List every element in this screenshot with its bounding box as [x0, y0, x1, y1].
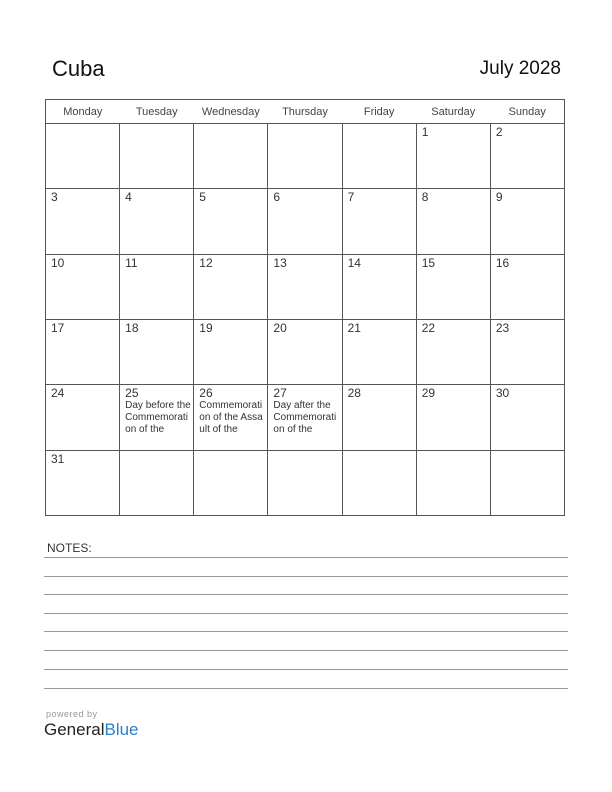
- day-cell-content: [496, 257, 564, 316]
- day-cell-content: [51, 453, 119, 512]
- week-row: [46, 254, 565, 319]
- day-number: 19: [199, 321, 213, 335]
- week-row: [46, 189, 565, 254]
- day-cell-content: [125, 453, 193, 512]
- day-cell-content: [125, 191, 193, 250]
- day-number: 12: [199, 256, 213, 270]
- day-cell[interactable]: [194, 124, 268, 189]
- day-cell-content: [348, 257, 416, 316]
- day-cell-content: [125, 126, 193, 185]
- day-cell[interactable]: [120, 124, 194, 189]
- notes-line: [44, 557, 568, 558]
- day-number: 16: [495, 256, 510, 270]
- day-number: 25: [125, 387, 139, 401]
- day-cell-content: [422, 453, 490, 512]
- day-cell-content: [273, 453, 341, 512]
- day-cell-content: [348, 126, 416, 185]
- day-cell[interactable]: [194, 319, 268, 384]
- day-number: 29: [421, 387, 436, 401]
- notes-line: [44, 650, 568, 651]
- day-cell[interactable]: [46, 319, 120, 384]
- day-number: 14: [347, 256, 361, 270]
- day-cell-content: [422, 191, 490, 250]
- notes-line: [44, 594, 568, 595]
- day-cell[interactable]: [120, 450, 194, 515]
- day-cell[interactable]: [120, 254, 194, 319]
- day-number: 28: [347, 387, 361, 401]
- day-cell[interactable]: [342, 385, 416, 450]
- day-number: 31: [51, 452, 65, 466]
- weekday-thursday: Thursday: [268, 100, 342, 124]
- day-cell[interactable]: [416, 124, 490, 189]
- week-row: [46, 124, 565, 189]
- day-cell-content: [199, 453, 267, 512]
- day-cell-content: [51, 387, 119, 446]
- day-cell-content: [51, 191, 119, 250]
- holiday-label: Commemoration of the Assault of the: [199, 400, 263, 436]
- day-number: 3: [51, 191, 58, 205]
- day-cell-content: [496, 191, 564, 250]
- day-cell[interactable]: [120, 385, 194, 450]
- day-cell[interactable]: [268, 450, 342, 515]
- day-cell[interactable]: [194, 450, 268, 515]
- week-row: [46, 385, 565, 450]
- day-cell[interactable]: [46, 254, 120, 319]
- day-cell[interactable]: [268, 254, 342, 319]
- day-cell-content: [199, 387, 267, 446]
- day-cell[interactable]: [46, 124, 120, 189]
- day-number: 5: [199, 191, 206, 205]
- day-cell[interactable]: [416, 450, 490, 515]
- day-cell[interactable]: [342, 254, 416, 319]
- day-cell-content: [51, 257, 119, 316]
- day-cell-content: [273, 191, 341, 250]
- weekday-sunday: Sunday: [490, 100, 564, 124]
- day-cell-content: [348, 453, 416, 512]
- day-cell[interactable]: [46, 450, 120, 515]
- notes-line: [44, 576, 568, 577]
- day-cell[interactable]: [342, 189, 416, 254]
- day-cell[interactable]: [268, 385, 342, 450]
- day-number: 18: [125, 321, 139, 335]
- day-cell[interactable]: [268, 124, 342, 189]
- day-cell[interactable]: [342, 450, 416, 515]
- day-cell[interactable]: [194, 385, 268, 450]
- day-number: 15: [421, 256, 436, 270]
- day-cell-content: [348, 191, 416, 250]
- day-cell[interactable]: [342, 124, 416, 189]
- day-cell[interactable]: [120, 189, 194, 254]
- day-cell[interactable]: [120, 319, 194, 384]
- day-number: 21: [347, 321, 361, 335]
- day-cell[interactable]: [416, 385, 490, 450]
- notes-line: [44, 631, 568, 632]
- day-cell-content: [496, 453, 564, 512]
- weekday-tuesday: Tuesday: [120, 100, 194, 124]
- weekday-saturday: Saturday: [416, 100, 490, 124]
- day-cell[interactable]: [342, 319, 416, 384]
- weekday-header-row: [46, 100, 565, 124]
- day-number: 13: [273, 256, 287, 270]
- day-cell-content: [125, 322, 193, 381]
- day-cell[interactable]: [490, 254, 564, 319]
- country-title: Cuba: [52, 56, 105, 81]
- month-year-title: July 2028: [479, 58, 561, 79]
- day-cell[interactable]: [46, 189, 120, 254]
- day-cell-content: [273, 126, 341, 185]
- day-cell[interactable]: [490, 385, 564, 450]
- day-number: 17: [51, 321, 65, 335]
- day-number: 26: [199, 387, 213, 401]
- day-number: 11: [125, 256, 138, 270]
- day-number: 27: [273, 387, 287, 401]
- day-cell-content: [422, 322, 490, 381]
- day-cell-content: [199, 322, 267, 381]
- weekday-friday: Friday: [342, 100, 416, 124]
- day-cell-content: [51, 126, 119, 185]
- day-cell-content: [199, 257, 267, 316]
- day-cell[interactable]: [490, 450, 564, 515]
- notes-line: [44, 613, 568, 614]
- day-cell[interactable]: [416, 319, 490, 384]
- day-cell[interactable]: [490, 319, 564, 384]
- day-number: 9: [495, 191, 503, 205]
- day-number: 23: [495, 321, 510, 335]
- day-cell[interactable]: [268, 189, 342, 254]
- day-number: 7: [347, 191, 355, 205]
- day-number: 2: [495, 126, 503, 139]
- day-cell-content: [348, 322, 416, 381]
- day-cell-content: [422, 387, 490, 446]
- day-number: 22: [421, 321, 436, 335]
- day-cell[interactable]: [194, 254, 268, 319]
- day-cell-content: [348, 387, 416, 446]
- day-cell[interactable]: [268, 319, 342, 384]
- calendar-grid: [45, 99, 565, 516]
- day-cell[interactable]: [490, 124, 564, 189]
- day-cell-content: [125, 387, 193, 446]
- day-cell-content: [273, 322, 341, 381]
- day-cell[interactable]: [46, 385, 120, 450]
- week-row: [46, 319, 565, 384]
- holiday-label: Day before the Commemoration of the: [125, 400, 191, 436]
- brand-blue: Blue: [104, 720, 139, 739]
- day-cell-content: [273, 387, 341, 446]
- day-cell-content: [199, 126, 267, 185]
- day-number: 4: [125, 191, 132, 205]
- day-cell[interactable]: [194, 189, 268, 254]
- day-number: 20: [273, 321, 287, 335]
- day-number: 24: [51, 387, 65, 401]
- brand-logo[interactable]: [44, 720, 139, 740]
- brand-general: General: [44, 720, 105, 739]
- powered-by-text: powered by: [46, 709, 98, 719]
- day-cell-content: [199, 191, 267, 250]
- notes-line: [44, 669, 568, 670]
- notes-label: NOTES:: [47, 541, 92, 555]
- day-cell-content: [496, 126, 564, 185]
- day-cell[interactable]: [416, 189, 490, 254]
- day-cell-content: [422, 126, 490, 185]
- day-cell-content: [496, 322, 564, 381]
- day-cell-content: [125, 257, 193, 316]
- day-cell-content: [51, 322, 119, 381]
- day-number: 30: [495, 387, 510, 401]
- day-number: 1: [421, 126, 429, 139]
- day-cell[interactable]: [416, 254, 490, 319]
- day-cell-content: [273, 257, 341, 316]
- weekday-monday: Monday: [46, 100, 120, 124]
- day-cell[interactable]: [490, 189, 564, 254]
- day-cell-content: [422, 257, 490, 316]
- notes-line: [44, 688, 568, 689]
- holiday-label: Day after the Commemoration of the: [273, 400, 337, 436]
- day-cell-content: [496, 387, 564, 446]
- day-number: 8: [421, 191, 429, 205]
- weekday-wednesday: Wednesday: [194, 100, 268, 124]
- day-number: 6: [273, 191, 281, 205]
- week-row: [46, 450, 565, 515]
- day-number: 10: [51, 256, 65, 270]
